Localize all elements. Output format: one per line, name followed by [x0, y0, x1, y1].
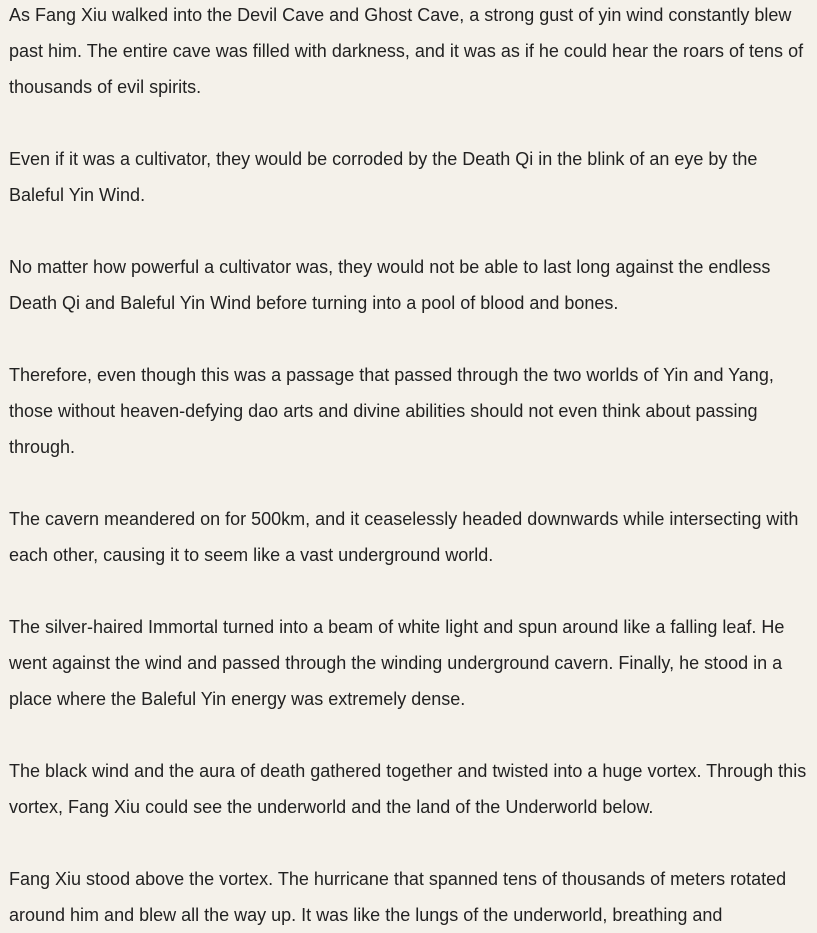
paragraph: Even if it was a cultivator, they would be corroded by the Death Qi in the blink of an eye by the Baleful Yin Wind. [9, 149, 758, 205]
paragraph: No matter how powerful a cultivator was, they would not be able to last long against the endless Death Qi and Baleful Yin Wind before turning into a pool of blood and bones. [9, 257, 771, 313]
paragraph: Fang Xiu stood above the vortex. The hurricane that spanned tens of thousands of meters rotated around him and blew all the way up. It was like the lungs of the underworld, breathing and [9, 869, 787, 925]
paragraph: The black wind and the aura of death gathered together and twisted into a huge vortex. Through this vortex, Fang Xiu could see the underworld and the land of the Underworld below. [9, 761, 807, 817]
paragraph: Therefore, even though this was a passage that passed through the two worlds of Yin and Yang, those without heaven-defying dao arts and divine abilities should not even think about passing through. [9, 365, 774, 457]
paragraph: The cavern meandered on for 500km, and it ceaselessly headed downwards while intersecting with each other, causing it to seem like a vast underground world. [9, 509, 799, 565]
paragraph: The silver-haired Immortal turned into a beam of white light and spun around like a falling leaf. He went against the wind and passed through the winding underground cavern. Finally, he stood in a place where the Baleful Yin energy was extremely dense. [9, 617, 785, 709]
paragraph: As Fang Xiu walked into the Devil Cave and Ghost Cave, a strong gust of yin wind constantly blew past him. The entire cave was filled with darkness, and it was as if he could hear the roars of tens of thousands of evil spirits. [9, 5, 804, 97]
